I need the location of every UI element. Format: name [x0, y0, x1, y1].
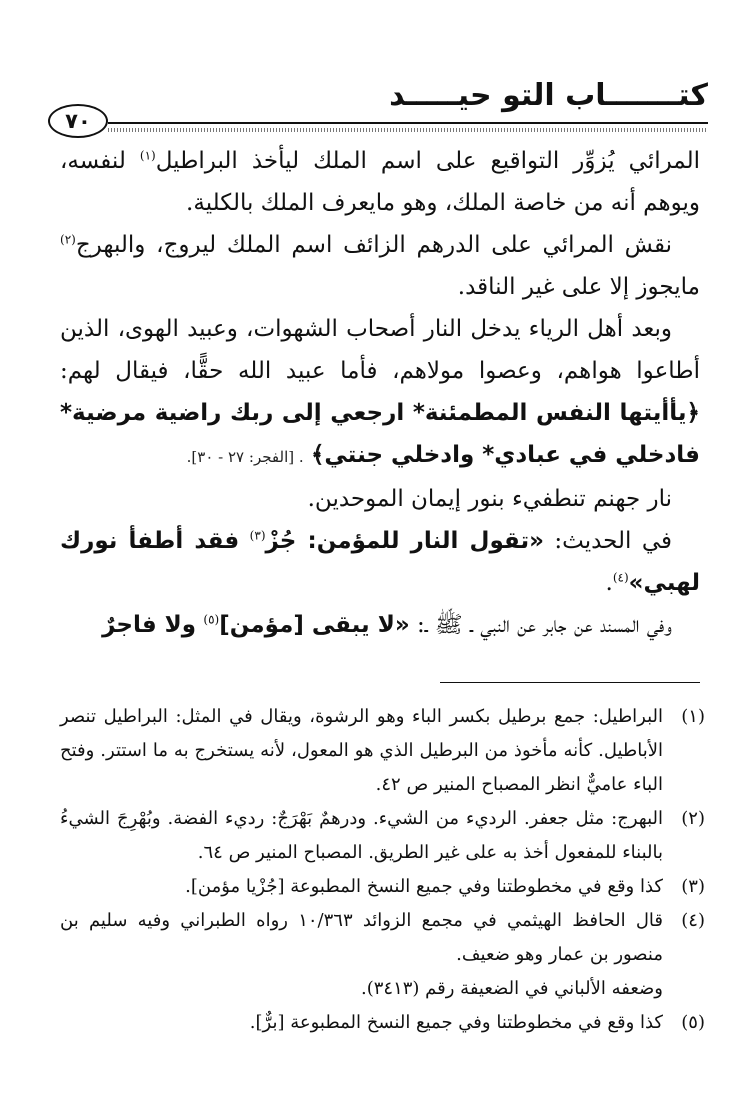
paragraph-4: نار جهنم تنطفيء بنور إيمان الموحدين.: [307, 486, 672, 512]
verse-reference: . [الفجر: ٢٧ - ٣٠].: [186, 448, 304, 466]
footnote-divider: [440, 682, 700, 683]
quran-verse: ﴿يأأيتها النفس المطمئنة* ارجعي إلى ربك راضية مرضية* فادخلي في عبادي* وادخلي جنتي﴾: [60, 400, 700, 468]
page-header: [48, 78, 708, 136]
footnote-3: (٣) كذا وقع في مخطوطتنا وفي جميع النسخ المطبوعة [جُزْيا مؤمن].: [185, 876, 705, 897]
header-rule: [108, 122, 708, 124]
footnote-4: (٤) قال الحافظ الهيثمي في مجمع الزوائد ١٠/٣٦٣ رواه الطبراني وفيه سليم بن منصور بن عمار وهو ضعيف. وضعفه الألباني في الضعيفة رقم (٣٤١٣).: [60, 910, 705, 999]
footnote-ref-1: (١): [139, 148, 156, 163]
header-dotted-rule: [108, 128, 708, 132]
paragraph-5: في الحديث: «تقول النار للمؤمن: جُزْ$^{(٣)}$ فقد أطفأ نورك لهبي»$^{(٤)}$.: [60, 528, 700, 596]
main-text: [60, 140, 700, 646]
footnote-ref-2: (٢): [60, 232, 76, 247]
footnote-ref-4: (٤): [612, 570, 629, 585]
footnote-4-extra: وضعفه الألباني في الضعيفة رقم (٣٤١٣).: [361, 978, 663, 999]
footnote-ref-3: (٣): [249, 528, 266, 543]
book-title: كتـــــــاب التو حيـــــد: [389, 78, 708, 113]
footnote-1: (١) البراطيل: جمع برطيل بكسر الباء وهو الرشوة، ويقال في المثل: البراطيل تنصر الأباطيل. كأنه مأخوذ من البرطيل الذي هو المعول، لأنه يستخرج به ما استتر. وفتح الباء عاميٌّ انظر المصباح المنير ص ٤٢.: [60, 706, 705, 795]
paragraph-6: وفي المسند عن جابر عن النبي ـ ﷺ ـ: «لا يبقى [مؤمن]$^{(٥)}$ ولا فاجرٌ: [102, 612, 672, 638]
footnote-5: (٥) كذا وقع في مخطوطتنا وفي جميع النسخ المطبوعة [برٌّ].: [249, 1012, 705, 1033]
page-number: ٧٠: [48, 104, 108, 138]
footnote-ref-5: (٥): [203, 612, 220, 627]
paragraph-3: وبعد أهل الرياء يدخل النار أصحاب الشهوات، وعبيد الهوى، الذين أطاعوا هواهم، وعصوا مولاهم، فأما عبيد الله حقًّا، فيقال لهم: ﴿يأأيتها النفس المطمئنة* ارجعي إلى ربك راضية مرضية* فادخلي في عبادي* وادخلي جنتي﴾ . [الفجر: ٢٧ - ٣٠].: [60, 316, 700, 468]
footnotes: [60, 700, 705, 1040]
paragraph-1: المرائي يُزوِّر التواقيع على اسم الملك ليأخذ البراطيل$^{(١)}$ لنفسه، ويوهم أنه من خاصة الملك، وهو مايعرف الملك بالكلية.: [60, 148, 700, 216]
footnote-2: (٢) البهرج: مثل جعفر. الرديء من الشيء. ودرهمٌ بَهْرَجٌ: رديء الفضة. وبُهْرِجَ الشيءُ بالبناء للمفعول أخذ به على غير الطريق. المصباح المنير ص ٦٤.: [60, 808, 705, 863]
paragraph-2: نقش المرائي على الدرهم الزائف اسم الملك ليروج، والبهرج$^{(٢)}$ مايجوز إلا على غير الناقد.: [60, 232, 700, 300]
